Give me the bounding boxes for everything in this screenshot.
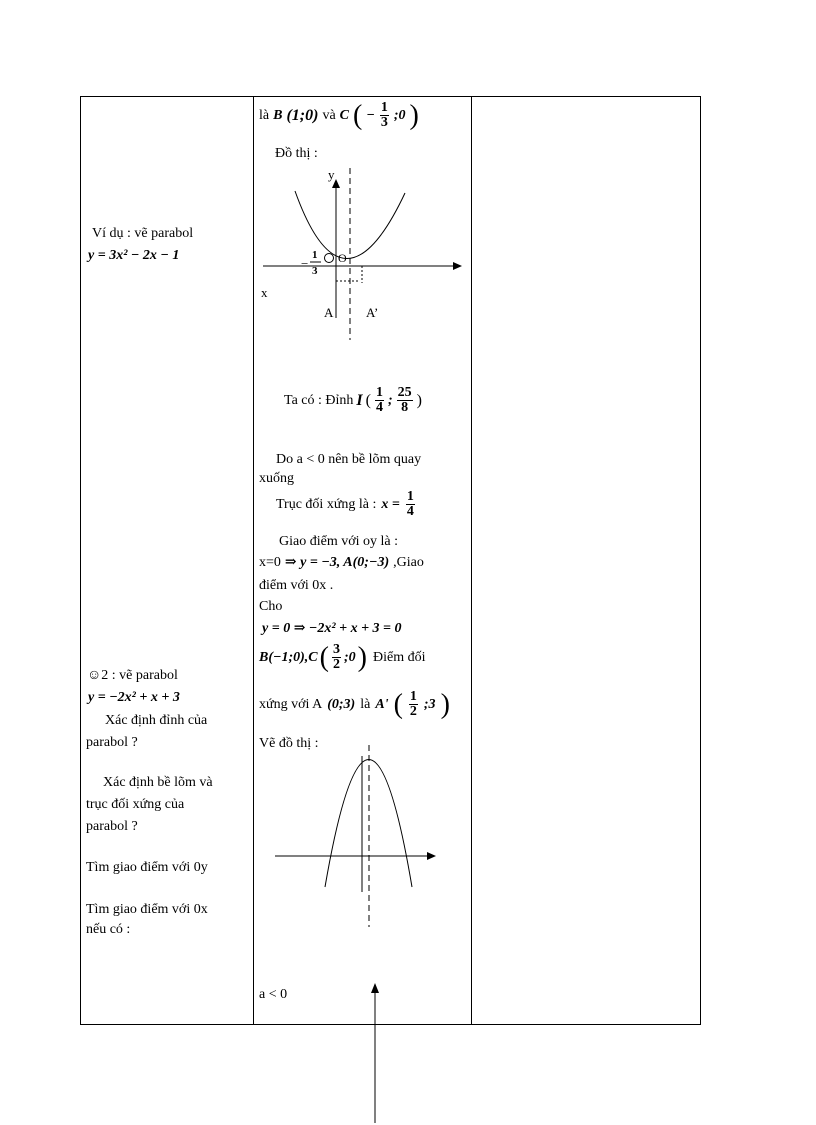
graph1-point-a: A <box>324 305 334 320</box>
axis-prefix: Trục đối xứng là : <box>276 496 377 512</box>
a-prime-paren-open: ( <box>393 688 403 720</box>
table-border-right <box>700 96 701 1025</box>
axis-num: 1 <box>406 489 414 504</box>
x0-result: ⇒ y = −3, A(0;−3) <box>284 555 390 570</box>
exercise-label: ☺2 : vẽ parabol <box>87 668 178 683</box>
question-concave-line1: Xác định bề lõm và <box>103 775 213 790</box>
roots-c-num: 3 <box>332 642 340 657</box>
vertex-sep: ; <box>387 392 393 408</box>
sym-point-label: Điểm đối <box>372 649 426 665</box>
draw-label: Vẽ đồ thị : <box>259 736 319 751</box>
intersections-line <box>259 101 419 130</box>
graph-1 <box>258 165 468 345</box>
vertex-prefix: Ta có : Đỉnh <box>284 392 354 408</box>
table-border-top <box>80 96 701 97</box>
paren-close: ) <box>409 99 419 131</box>
vertex-x-den: 4 <box>375 400 383 415</box>
roots-paren-open: ( <box>319 641 329 673</box>
x0-line <box>259 554 424 571</box>
ox-line: điểm với 0x . <box>259 578 334 593</box>
graph1-point-a-prime: A’ <box>366 305 379 320</box>
graph1-frac-den: 3 <box>312 265 318 277</box>
c1-num: 1 <box>380 100 388 115</box>
a-less-than-zero: a < 0 <box>259 987 288 1002</box>
vertex-y-den: 8 <box>401 400 409 415</box>
vertex-x-frac <box>375 386 384 415</box>
graph1-y-label: y <box>328 167 335 182</box>
point-c: C <box>339 107 349 123</box>
paren-open: ( <box>353 99 363 131</box>
concave-line1: Do a < 0 nên bề lõm quay <box>276 452 422 467</box>
question-oy: Tìm giao điểm với 0y <box>86 860 208 875</box>
point-b-coords: (1;0) <box>286 106 319 124</box>
vertex-paren-close: ) <box>416 391 422 409</box>
intersections-prefix: là <box>259 107 270 123</box>
graph1-origin-label: O <box>338 251 347 265</box>
vertex-paren-open: ( <box>365 391 371 409</box>
vertex-i: I <box>356 391 363 409</box>
question-concave-line2: trục đối xứng của <box>86 797 185 812</box>
sym-is: là <box>360 696 371 712</box>
exercise-equation-text: y = −2x² + x + 3 <box>88 690 180 705</box>
vertex-x-num: 1 <box>375 385 383 400</box>
solve-equation: y = 0 ⇒ −2x² + x + 3 = 0 <box>262 621 402 636</box>
graph1-x-arrow-icon <box>453 262 462 270</box>
graph2-x-arrow-icon <box>427 852 436 860</box>
sym-line <box>259 690 450 719</box>
c1-tail: ;0 <box>393 107 406 123</box>
table-border-bottom <box>80 1024 701 1025</box>
axis-line <box>276 490 416 519</box>
vertex-y-frac <box>397 386 413 415</box>
graph1-origin-marker <box>325 254 334 263</box>
c1-sign: − <box>366 107 375 123</box>
axis-den: 4 <box>406 504 414 519</box>
pointer-arrow <box>366 980 384 1125</box>
exercise-equation <box>88 690 180 706</box>
a-prime-tail: ;3 <box>423 696 436 712</box>
axis-var: x = <box>381 496 400 512</box>
c1-fraction <box>380 101 389 130</box>
concave-line2: xuống <box>259 471 294 486</box>
a-prime-frac <box>409 690 418 719</box>
roots-line <box>259 643 425 672</box>
table-border-left <box>80 96 81 1025</box>
roots-paren-close: ) <box>357 641 367 673</box>
example-label: Ví dụ : vẽ parabol <box>92 226 194 241</box>
conj-and: và <box>322 107 336 123</box>
vertex-y-num: 25 <box>397 385 412 400</box>
graph1-frac-sign: − <box>301 256 309 271</box>
question-vertex-line2: parabol ? <box>86 735 138 750</box>
graph-label: Đồ thị : <box>275 146 318 161</box>
x0-prefix: x=0 <box>259 554 281 570</box>
question-ox-line1: Tìm giao điểm với 0x <box>86 902 208 917</box>
table-divider-2 <box>471 96 472 1025</box>
a-prime-den: 2 <box>409 704 417 719</box>
example-equation-text: y = 3x² − 2x − 1 <box>88 248 180 263</box>
vertex-line <box>284 386 422 415</box>
sym-a-coords: (0;3) <box>327 696 356 712</box>
c1-den: 3 <box>380 115 388 130</box>
graph1-x-label: x <box>261 285 268 300</box>
pointer-arrow-head-icon <box>371 983 379 993</box>
roots-b-c: B(−1;0),C <box>259 649 318 665</box>
a-prime: A' <box>375 696 389 712</box>
roots-c-frac <box>332 643 341 672</box>
question-ox-line2: nếu có : <box>86 922 131 937</box>
giao-suffix: ,Giao <box>393 554 424 570</box>
graph-2 <box>270 742 450 932</box>
a-prime-paren-close: ) <box>440 688 450 720</box>
oy-line: Giao điểm với oy là : <box>279 534 398 549</box>
question-vertex-line1: Xác định đỉnh của <box>105 713 208 728</box>
point-b: B <box>273 107 283 123</box>
sym-prefix: xứng với A <box>259 696 323 712</box>
example-equation <box>88 248 179 264</box>
axis-frac <box>406 490 415 519</box>
roots-c-tail: ;0 <box>343 649 356 665</box>
question-concave-line3: parabol ? <box>86 819 138 834</box>
table-divider-1 <box>253 96 254 1025</box>
cho-line: Cho <box>259 599 283 614</box>
roots-c-den: 2 <box>332 657 340 672</box>
graph1-frac-num: 1 <box>312 249 318 261</box>
a-prime-num: 1 <box>409 689 417 704</box>
